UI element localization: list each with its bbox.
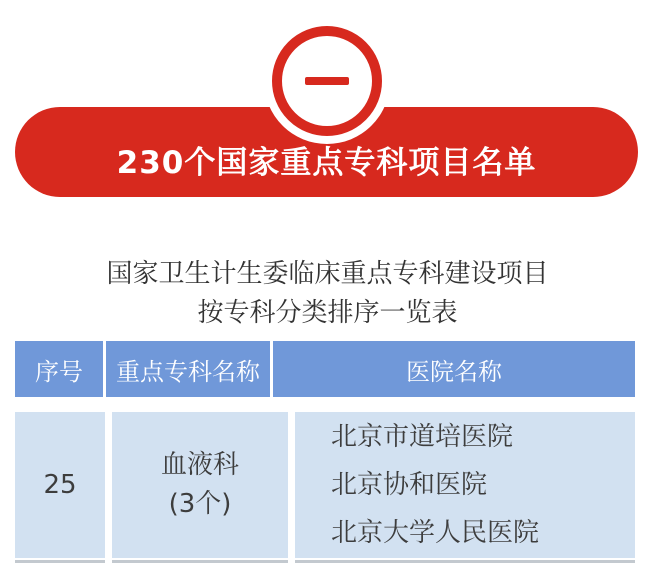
table-title-line2: 按专科分类排序一览表 (197, 298, 458, 328)
hospital-name: 北京协和医院 (331, 470, 488, 500)
hospital-name: 北京大学人民医院 (331, 518, 540, 548)
table-title-line1: 国家卫生计生委临床重点专科建设项目 (106, 259, 549, 289)
table-title-block (0, 255, 655, 333)
cell-specialty (112, 412, 288, 558)
divider-segment (15, 560, 105, 563)
table-row (15, 412, 635, 558)
specialty-count: (3个) (168, 489, 232, 519)
section-banner-title: 230个国家重点专科项目名单 (116, 144, 537, 181)
divider-segment (295, 560, 635, 563)
section-hero (0, 0, 655, 197)
section-number-one-badge-icon (272, 26, 382, 136)
hospital-name: 北京市道培医院 (331, 422, 514, 452)
cell-hospitals (295, 412, 635, 558)
column-header-index: 序号 (15, 341, 103, 397)
column-header-specialty: 重点专科名称 (106, 341, 270, 397)
column-header-hospital: 医院名称 (273, 341, 635, 397)
cell-row-index: 25 (15, 412, 105, 558)
specialty-name: 血液科 (160, 450, 239, 480)
numeral-one-dash-icon (305, 77, 349, 85)
divider-segment (112, 560, 288, 563)
table-header-row (15, 341, 635, 397)
next-row-divider (15, 560, 635, 563)
